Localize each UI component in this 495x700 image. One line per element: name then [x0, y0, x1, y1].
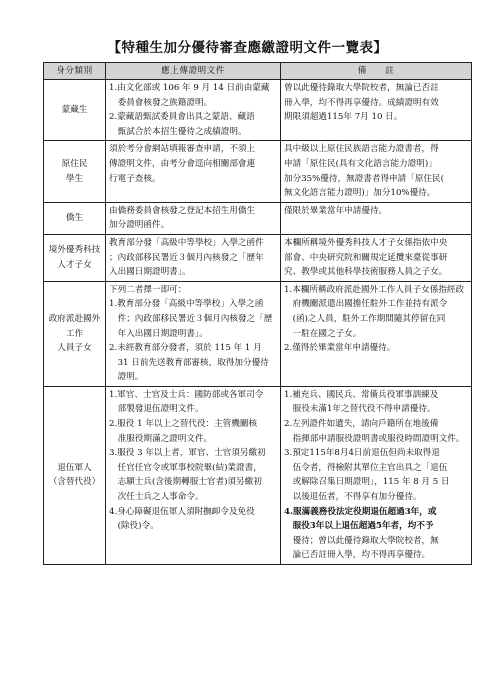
note-line: 優待；曾以此優待錄取大學院校者，無: [284, 535, 439, 546]
note-line: 府機關派遣出國擔任駐外工作並持有派令: [284, 299, 448, 310]
category-label: 人員子女: [57, 343, 92, 354]
document-line: 31 日前先送教育部審核，取得加分優待: [109, 357, 269, 368]
note-line: 以後退伍者，不得享有加分優待。: [284, 492, 422, 503]
notes-cell: [281, 141, 472, 202]
note-line: 無文化語言能力證明)」加分10%優待。: [284, 188, 436, 199]
category-label: 原住民: [61, 158, 88, 169]
document-line: 件；內政部移民署近３個月內核發之「歷: [109, 313, 273, 324]
note-line: 申請「原住民(具有文化語言能力證明)」: [284, 158, 437, 169]
document-line: 3.服役 3 年以上者，軍官、士官須另繳初: [109, 448, 266, 459]
note-line: 3.預定115年8月4日前退伍但尚未取得退: [284, 448, 440, 459]
document-line: 年入出國日期證明書」。: [109, 328, 208, 339]
header-notes: 備 註: [281, 63, 472, 80]
note-line: 部會、中央研究院和關規定延攬來臺從事研: [284, 252, 448, 263]
table-row: [44, 281, 472, 386]
notes-cell: [281, 386, 472, 564]
category-label: 僑生: [65, 213, 84, 224]
documents-cell: [106, 80, 281, 141]
notes-cell: [281, 202, 472, 234]
notes-cell: [281, 234, 472, 281]
document-line: 教育部分發「高級中等學校」入學之函件: [109, 237, 264, 248]
category-label: 退伍軍人: [57, 462, 92, 473]
document-line: 證明。: [109, 372, 144, 383]
category-label: 政府派赴國外工作: [48, 313, 101, 339]
document-line: 次任士兵之人事命令。: [109, 492, 204, 503]
table-row: [44, 234, 472, 281]
note-line: 論已否註冊入學，均不得再享優待。: [284, 550, 431, 561]
document-line: ；內政部移民署近３個月內核發之「歷年: [109, 252, 264, 263]
note-line: 本欄所稱境外優秀科技人才子女係指依中央: [284, 237, 448, 248]
document-line: 甄試合於本招生優待之成績證明。: [109, 126, 247, 137]
category-cell: [44, 281, 106, 386]
note-line: 冊入學，均不得再享優待。成績證明有效: [284, 97, 439, 108]
document-line: 部製發退伍證明文件。: [109, 404, 204, 415]
note-line: 或解除召集日期證明」，115 年 8 月 5 日: [284, 477, 450, 488]
category-cell: [44, 80, 106, 141]
category-cell: [44, 386, 106, 564]
document-line: 由僑務委員會核發之登記本招生用僑生: [109, 205, 256, 216]
category-label: 境外優秀科技: [48, 245, 101, 256]
document-line: 下列二者擇一即可：: [109, 284, 187, 295]
note-line-bold: 4.服滿義務役法定役期退伍超過3年，或: [284, 506, 437, 517]
category-label: 人才子女: [57, 259, 92, 270]
document-line: 入出國日期證明書」。: [109, 267, 191, 278]
header-category: 身分類別: [44, 63, 106, 80]
document-line: (除役)令。: [109, 521, 159, 532]
document-line: 加分證明函件。: [109, 220, 170, 231]
note-line: 服役未滿1年之替代役不得申請優待。: [284, 404, 436, 415]
document-line: 委員會核發之族籍證明。: [109, 97, 213, 108]
header-documents: 應上傳證明文件: [106, 63, 281, 80]
note-line: 加分35%優待，無證書者得申請「原住民(: [284, 173, 444, 184]
note-line: 一駐在國之子女。: [284, 328, 362, 339]
note-line: 具中級以上原住民族語言能力證書者，得: [284, 144, 439, 155]
note-line: 伍令者，得檢附其單位主官出具之「退伍: [284, 462, 448, 473]
notes-cell: [281, 281, 472, 386]
document-line: 傳證明文件，由考分會逕向相關部會連: [109, 158, 256, 169]
document-line: 准服役期滿之證明文件。: [109, 433, 213, 444]
note-line: 曾以此優待錄取大學院校者，無論已否註: [284, 83, 439, 93]
document-line: 4.身心障礙退伍軍人須附撫卹令及免役: [109, 506, 255, 517]
table-row: [44, 386, 472, 564]
document-line: 2.服役 1 年以上之替代役：主管機關核: [109, 419, 258, 430]
document-line: 1.軍官、士官及士兵：國防部或各軍司令: [109, 389, 264, 400]
note-line: 究、教學或其他科學技術服務人員之子女。: [284, 267, 448, 278]
note-line: 2.左列證件如遺失，請向戶籍所在地後備: [284, 419, 439, 430]
documents-cell: [106, 234, 281, 281]
documents-cell: [106, 141, 281, 202]
note-line: 1.補充兵、國民兵、常備兵役軍事訓練及: [284, 389, 439, 400]
table-header-row: [44, 63, 472, 80]
document-line: 須於考分會網站填報審查申請，不須上: [109, 144, 256, 155]
documents-cell: [106, 202, 281, 234]
category-label: 學生: [65, 173, 84, 184]
note-line-bold: 服役3年以上退伍超過5年者，均不予: [284, 521, 434, 532]
note-line: (函)之人員，駐外工作期間隨其停留在同: [284, 313, 446, 324]
category-cell: [44, 141, 106, 202]
document-line: 1.教育部分發「高級中等學校」入學之函: [109, 299, 264, 310]
notes-cell: [281, 80, 472, 141]
note-line: 2.僅得於畢業當年申請優待。: [284, 343, 396, 354]
document-line: 2.蒙藏語甄試委員會出具之蒙語、藏語: [109, 112, 255, 123]
table-row: [44, 141, 472, 202]
note-line: 期限須超過115年 7月 10 日。: [284, 112, 403, 123]
document-line: 志願士兵(含後期轉服士官者)須另繳初: [109, 477, 262, 488]
note-line: 1.本欄所稱政府派赴國外工作人員子女係指經政: [284, 284, 465, 295]
documents-cell: [106, 281, 281, 386]
note-line: 僅限於畢業當年申請優待。: [284, 205, 388, 216]
table-row: [44, 202, 472, 234]
category-label: （含替代役）: [48, 477, 101, 488]
category-cell: [44, 202, 106, 234]
document-title: 【特種生加分優待審查應繳證明文件一覽表】: [107, 40, 388, 56]
document-line: 行電子查核。: [109, 173, 161, 184]
note-line: 指揮部申請服役證明書或服役時間證明文件。: [284, 433, 465, 444]
documents-cell: [106, 386, 281, 564]
category-cell: [44, 234, 106, 281]
document-line: 2.未經教育部分發者，須於 115 年 1 月: [109, 343, 262, 354]
requirements-table: [43, 62, 472, 565]
category-label: 蒙藏生: [61, 104, 88, 115]
document-line: 1.由文化部或 106 年 9 月 14 日前由蒙藏: [109, 83, 270, 93]
document-line: 任官任官令或軍事校院畢(結)業證書，: [109, 462, 262, 473]
table-row: [44, 80, 472, 141]
